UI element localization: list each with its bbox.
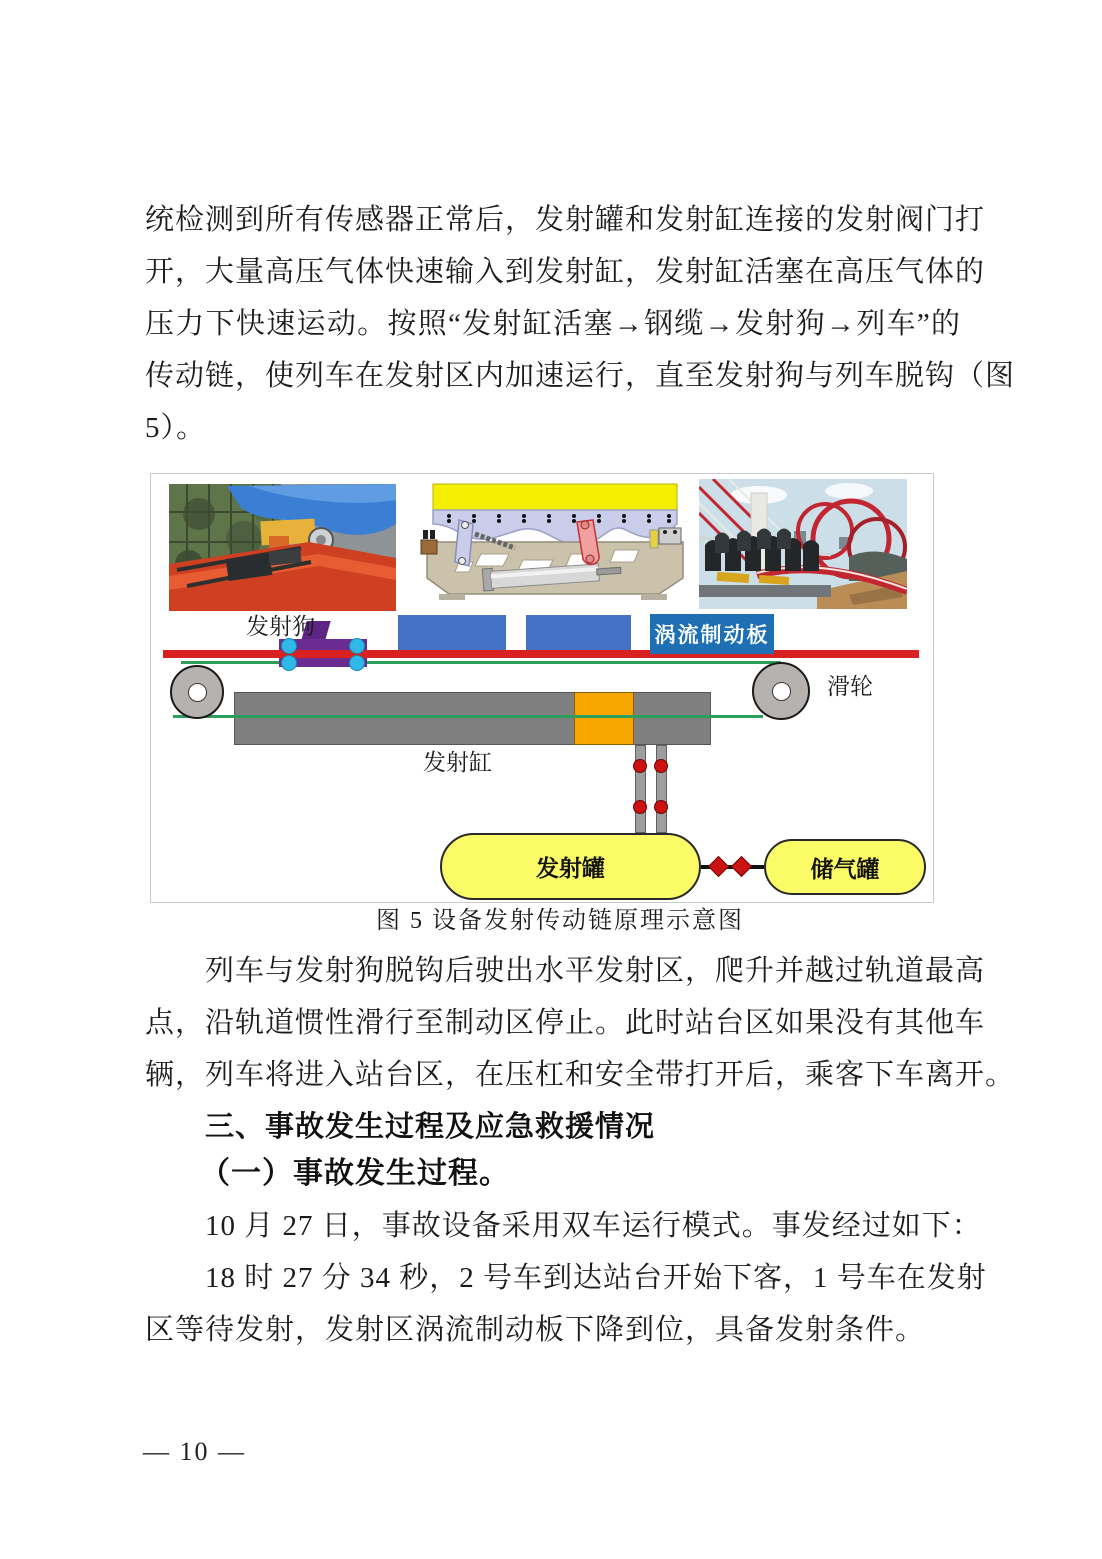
launch-dog-label: 发射狗 (246, 614, 315, 639)
body-text-line: 开，大量高压气体快速输入到发射缸，发射缸活塞在高压气体的 (145, 256, 986, 288)
launch-cylinder (234, 692, 711, 745)
pulley-left (170, 665, 224, 719)
paragraph-launch-process (145, 194, 1016, 454)
eddy-brake-plate-label: 涡流制动板 (654, 624, 770, 647)
cylinder-piston (574, 692, 634, 745)
body-text-line: 10 月 27 日，事故设备采用双车运行模式。事发经过如下： (205, 1210, 982, 1242)
pulley-label: 滑轮 (827, 674, 873, 699)
page-number: — 10 — (143, 1437, 246, 1466)
paragraph-after-launch (145, 945, 1016, 1101)
pipe-valve (633, 759, 647, 773)
train-car-block-1 (398, 615, 506, 650)
body-text-line: 统检测到所有传感器正常后，发射罐和发射缸连接的发射阀门打 (145, 204, 986, 236)
pipe-valve (633, 800, 647, 814)
gas-storage-tank-label: 储气罐 (810, 855, 880, 882)
gas-storage-tank (764, 839, 926, 895)
photo-launch-dog (169, 484, 396, 611)
dog-roller (281, 638, 297, 654)
track-line (163, 650, 919, 658)
pipe-valve (654, 800, 668, 814)
figure-5-launch-transmission-diagram (150, 473, 934, 903)
connector-valve (708, 856, 729, 877)
cable-line-upper (181, 661, 781, 664)
body-text-line: 传动链，使列车在发射区内加速运行，直至发射狗与列车脱钩（图 (145, 360, 1016, 392)
body-text-line: 压力下快速运动。按照“发射缸活塞→钢缆→发射狗→列车”的 (145, 308, 961, 340)
eddy-brake-plate-block (650, 614, 774, 654)
launch-cylinder-label: 发射缸 (423, 750, 492, 775)
launch-tank-label: 发射罐 (536, 855, 605, 881)
dog-roller (349, 638, 365, 654)
pulley-right (752, 662, 810, 720)
body-text-line: 18 时 27 分 34 秒，2 号车到达站台开始下客，1 号车在发射 (205, 1262, 987, 1294)
body-text-line: 区等待发射，发射区涡流制动板下降到位，具备发射条件。 (145, 1314, 926, 1346)
body-text-line: 列车与发射狗脱钩后驶出水平发射区，爬升并越过轨道最高 (205, 955, 986, 987)
body-text-line: 点，沿轨道惯性滑行至制动区停止。此时站台区如果没有其他车 (145, 1007, 986, 1039)
paragraph-event-timeline (145, 1252, 987, 1356)
train-car-block-2 (526, 615, 631, 650)
dog-roller (349, 655, 365, 671)
paragraph-operation-mode (145, 1200, 982, 1252)
subsection-heading: （一）事故发生过程。 (200, 1157, 510, 1190)
dog-roller (281, 655, 297, 671)
connector-valve (731, 856, 752, 877)
pipe-valve (654, 759, 668, 773)
cable-line-lower (173, 715, 763, 718)
photo-roller-coaster (699, 479, 907, 609)
section-heading: 三、事故发生过程及应急救援情况 (205, 1111, 656, 1143)
body-text-line: 5）。 (145, 412, 207, 444)
figure-caption: 图 5 设备发射传动链原理示意图 (376, 908, 744, 934)
body-text-line: 辆，列车将进入站台区，在压杠和安全带打开后，乘客下车离开。 (145, 1059, 1016, 1091)
diagram-launch-dog-mechanism (419, 480, 691, 622)
launch-tank (440, 833, 701, 900)
